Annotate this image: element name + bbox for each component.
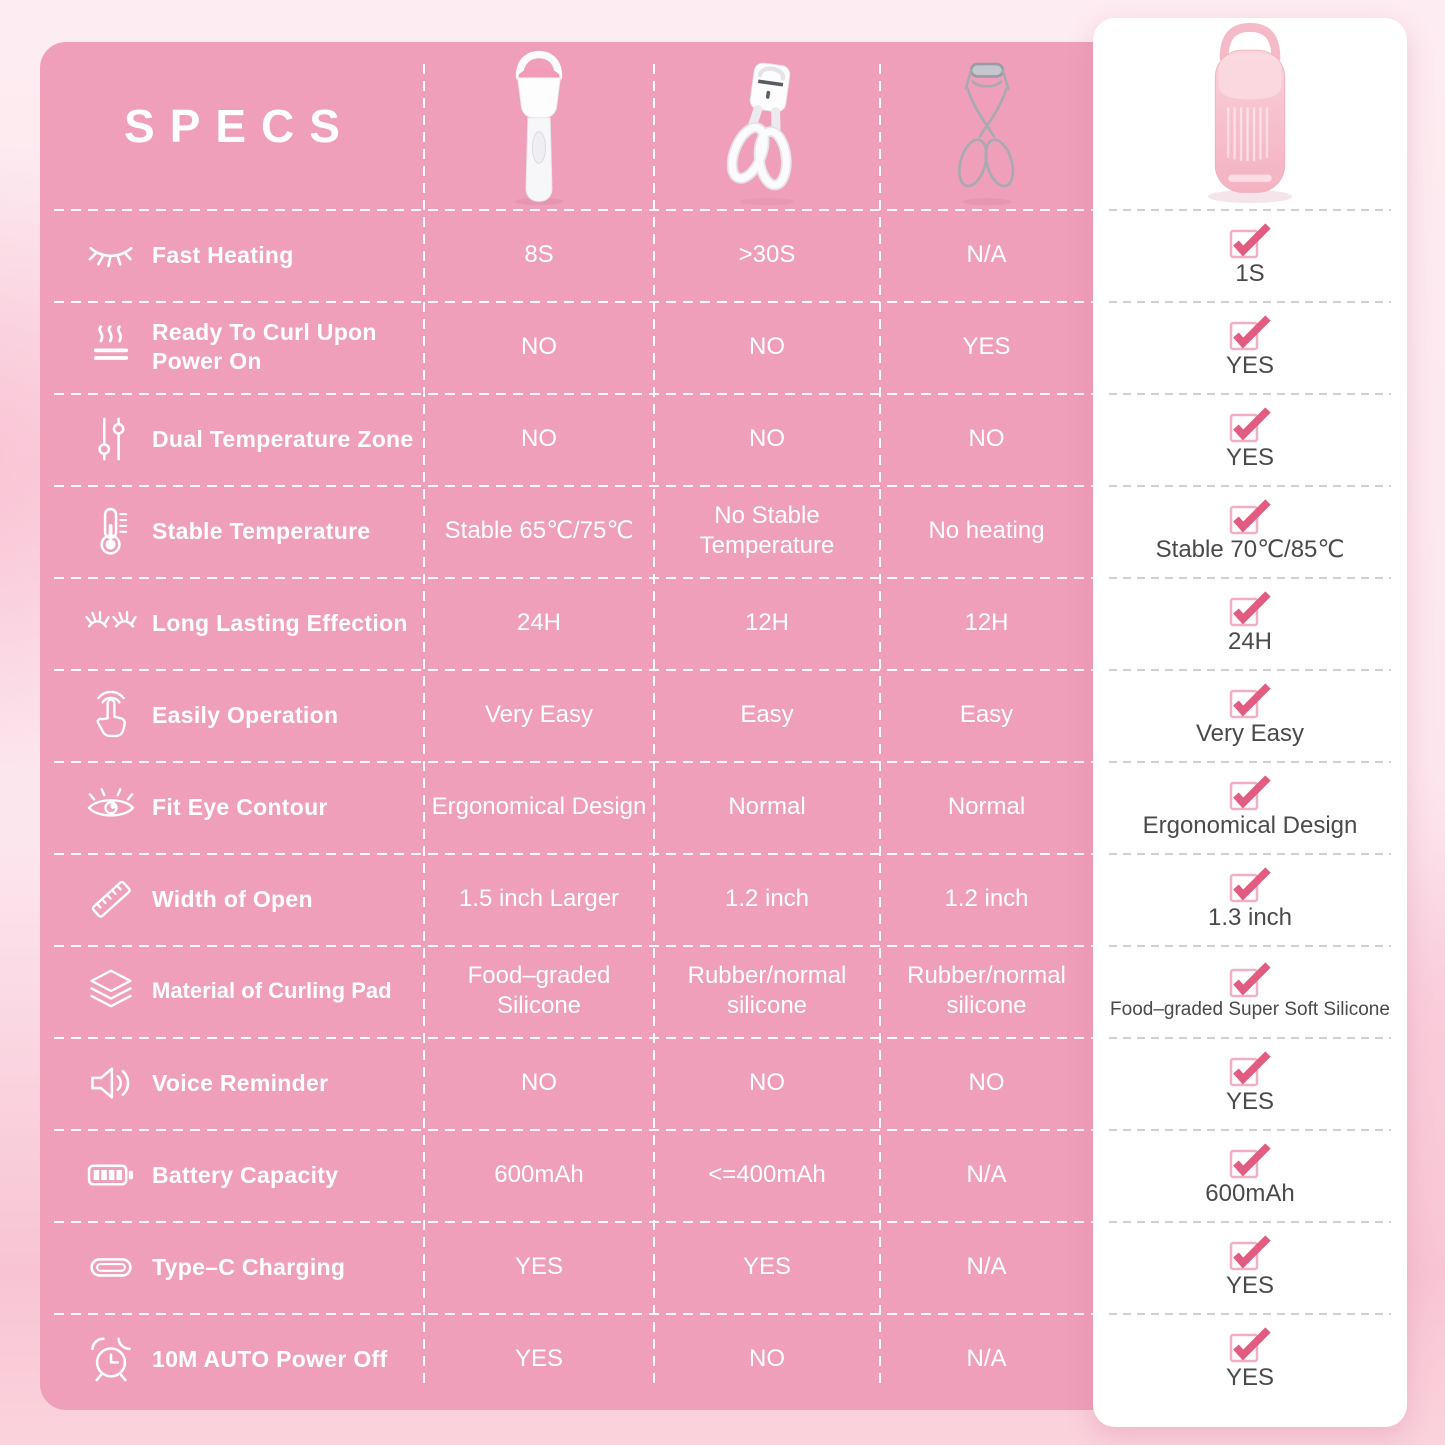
feature-label: Long Lasting Effection	[152, 609, 408, 636]
feature-row-label	[40, 1221, 424, 1313]
spec-value: Rubber/normal silicone	[907, 962, 1066, 1019]
featured-value: YES	[1225, 444, 1275, 472]
featured-value: 600mAh	[1205, 1180, 1295, 1208]
spec-table	[40, 42, 1093, 1405]
featured-value-cell	[1093, 577, 1407, 669]
column-header-clamp-curler	[654, 42, 880, 209]
featured-value-cell	[1093, 853, 1407, 945]
feature-label: Fast Heating	[152, 241, 294, 268]
featured-value-cell	[1093, 945, 1407, 1037]
spec-value: >30S	[738, 241, 796, 268]
sliders-icon	[84, 412, 138, 466]
spec-value: 12H	[744, 609, 790, 636]
featured-value: YES	[1225, 1088, 1275, 1116]
pink-capsule-curler-image	[1175, 21, 1325, 207]
spec-value: NO	[749, 333, 785, 360]
checkmark-icon	[1228, 1050, 1272, 1088]
featured-value: 24H	[1227, 628, 1273, 656]
tap-finger-icon	[84, 688, 138, 742]
featured-value: YES	[1225, 1364, 1275, 1392]
spec-value: 12H	[964, 609, 1009, 636]
feature-row-label	[40, 1037, 424, 1129]
spec-value: NO	[521, 1069, 557, 1096]
spec-value: N/A	[966, 1161, 1007, 1188]
ruler-icon	[84, 872, 138, 926]
spec-value: N/A	[966, 241, 1007, 268]
featured-product-column	[1093, 18, 1407, 1405]
feature-row-label	[40, 577, 424, 669]
feature-row-label	[40, 1313, 424, 1405]
feature-label: Battery Capacity	[152, 1161, 339, 1188]
spec-value: NO	[749, 425, 785, 452]
spec-value: NO	[968, 1069, 1005, 1096]
eye-icon	[84, 780, 138, 834]
spec-value: Stable 65℃/75℃	[444, 517, 634, 544]
featured-product-card	[1093, 18, 1407, 1427]
featured-value: YES	[1225, 1272, 1275, 1300]
wand-heated-curler-image	[491, 49, 587, 207]
feature-label: Ready To Curl Upon Power On	[152, 319, 377, 374]
feature-label: Material of Curling Pad	[152, 978, 392, 1004]
spec-value: <=400mAh	[708, 1161, 826, 1188]
spec-value: No heating	[928, 517, 1045, 544]
page-title: SPECS	[124, 99, 355, 152]
featured-value-cell	[1093, 485, 1407, 577]
checkmark-icon	[1228, 961, 1272, 999]
featured-value-cell	[1093, 209, 1407, 301]
feature-row-label	[40, 669, 424, 761]
featured-value: Food–graded Super Soft Silicone	[1110, 999, 1390, 1021]
table-header-title-cell	[40, 42, 424, 209]
column-header-manual-curler	[880, 42, 1093, 209]
spec-value: Normal	[728, 793, 806, 820]
featured-value: 1.3 inch	[1207, 904, 1293, 932]
spec-value: Rubber/normal silicone	[687, 962, 847, 1019]
featured-value-cell	[1093, 1221, 1407, 1313]
feature-label: Type–C Charging	[152, 1253, 346, 1280]
manual-metal-curler-image	[941, 57, 1033, 207]
layers-icon	[84, 964, 138, 1018]
spec-value: No Stable Temperature	[699, 502, 835, 559]
feature-row-label	[40, 761, 424, 853]
spec-value: Normal	[947, 793, 1026, 820]
spec-value: NO	[749, 1069, 785, 1096]
open-lashes-icon	[84, 596, 138, 650]
featured-value-cell	[1093, 1037, 1407, 1129]
feature-row-label	[40, 945, 424, 1037]
spec-value: 1.5 inch Larger	[458, 885, 620, 912]
featured-value: Very Easy	[1195, 720, 1305, 748]
featured-value: YES	[1225, 352, 1275, 380]
checkmark-icon	[1228, 682, 1272, 720]
feature-row-label	[40, 485, 424, 577]
featured-value: 1S	[1235, 260, 1265, 288]
feature-row-label	[40, 393, 424, 485]
featured-value-cell	[1093, 1313, 1407, 1405]
feature-label: Width of Open	[152, 885, 313, 912]
checkmark-icon	[1228, 1142, 1272, 1180]
featured-value-cell	[1093, 761, 1407, 853]
thermometer-icon	[84, 504, 138, 558]
checkmark-icon	[1228, 1234, 1272, 1272]
spec-value: 8S	[524, 241, 554, 268]
spec-value: YES	[514, 1253, 564, 1280]
battery-icon	[84, 1148, 138, 1202]
spec-value: N/A	[966, 1345, 1007, 1372]
spec-value: YES	[742, 1253, 792, 1280]
feature-label: Voice Reminder	[152, 1069, 329, 1096]
feature-label: Fit Eye Contour	[152, 793, 328, 820]
spec-value: 24H	[516, 609, 562, 636]
checkmark-icon	[1228, 314, 1272, 352]
checkmark-icon	[1228, 1326, 1272, 1364]
feature-label: Easily Operation	[152, 701, 339, 728]
spec-value: NO	[968, 425, 1005, 452]
spec-value: Easy	[959, 701, 1014, 728]
featured-value-cell	[1093, 393, 1407, 485]
closed-lashes-icon	[84, 228, 138, 282]
column-header-wand-curler	[424, 42, 654, 209]
spec-value: 1.2 inch	[944, 885, 1029, 912]
featured-value-cell	[1093, 669, 1407, 761]
featured-value-cell	[1093, 1129, 1407, 1221]
spec-value: NO	[521, 425, 557, 452]
feature-row-label	[40, 209, 424, 301]
featured-value: Stable 70℃/85℃	[1155, 536, 1345, 564]
spec-value: Food–graded Silicone	[467, 962, 611, 1019]
spec-value: Very Easy	[484, 701, 594, 728]
spec-value: N/A	[966, 1253, 1007, 1280]
spec-value: YES	[962, 333, 1011, 360]
checkmark-icon	[1228, 222, 1272, 260]
feature-label: 10M AUTO Power Off	[152, 1345, 388, 1372]
featured-value: Ergonomical Design	[1142, 812, 1358, 840]
feature-row-label	[40, 853, 424, 945]
alarm-clock-icon	[84, 1332, 138, 1386]
checkmark-icon	[1228, 774, 1272, 812]
featured-product-image-cell	[1093, 18, 1407, 209]
spec-value: YES	[514, 1345, 564, 1372]
checkmark-icon	[1228, 866, 1272, 904]
feature-label: Stable Temperature	[152, 517, 371, 544]
spec-value: NO	[749, 1345, 785, 1372]
steam-heat-icon	[84, 320, 138, 374]
spec-value: Ergonomical Design	[431, 793, 647, 820]
feature-label: Dual Temperature Zone	[152, 425, 414, 452]
feature-row-label	[40, 1129, 424, 1221]
speaker-icon	[84, 1056, 138, 1110]
typec-icon	[84, 1240, 138, 1294]
spec-value: NO	[521, 333, 557, 360]
clamp-heated-curler-image	[719, 55, 815, 207]
checkmark-icon	[1228, 590, 1272, 628]
spec-value: 1.2 inch	[724, 885, 810, 912]
spec-value: 600mAh	[494, 1161, 584, 1188]
checkmark-icon	[1228, 498, 1272, 536]
spec-value: Easy	[740, 701, 794, 728]
featured-value-cell	[1093, 301, 1407, 393]
feature-row-label	[40, 301, 424, 393]
checkmark-icon	[1228, 406, 1272, 444]
